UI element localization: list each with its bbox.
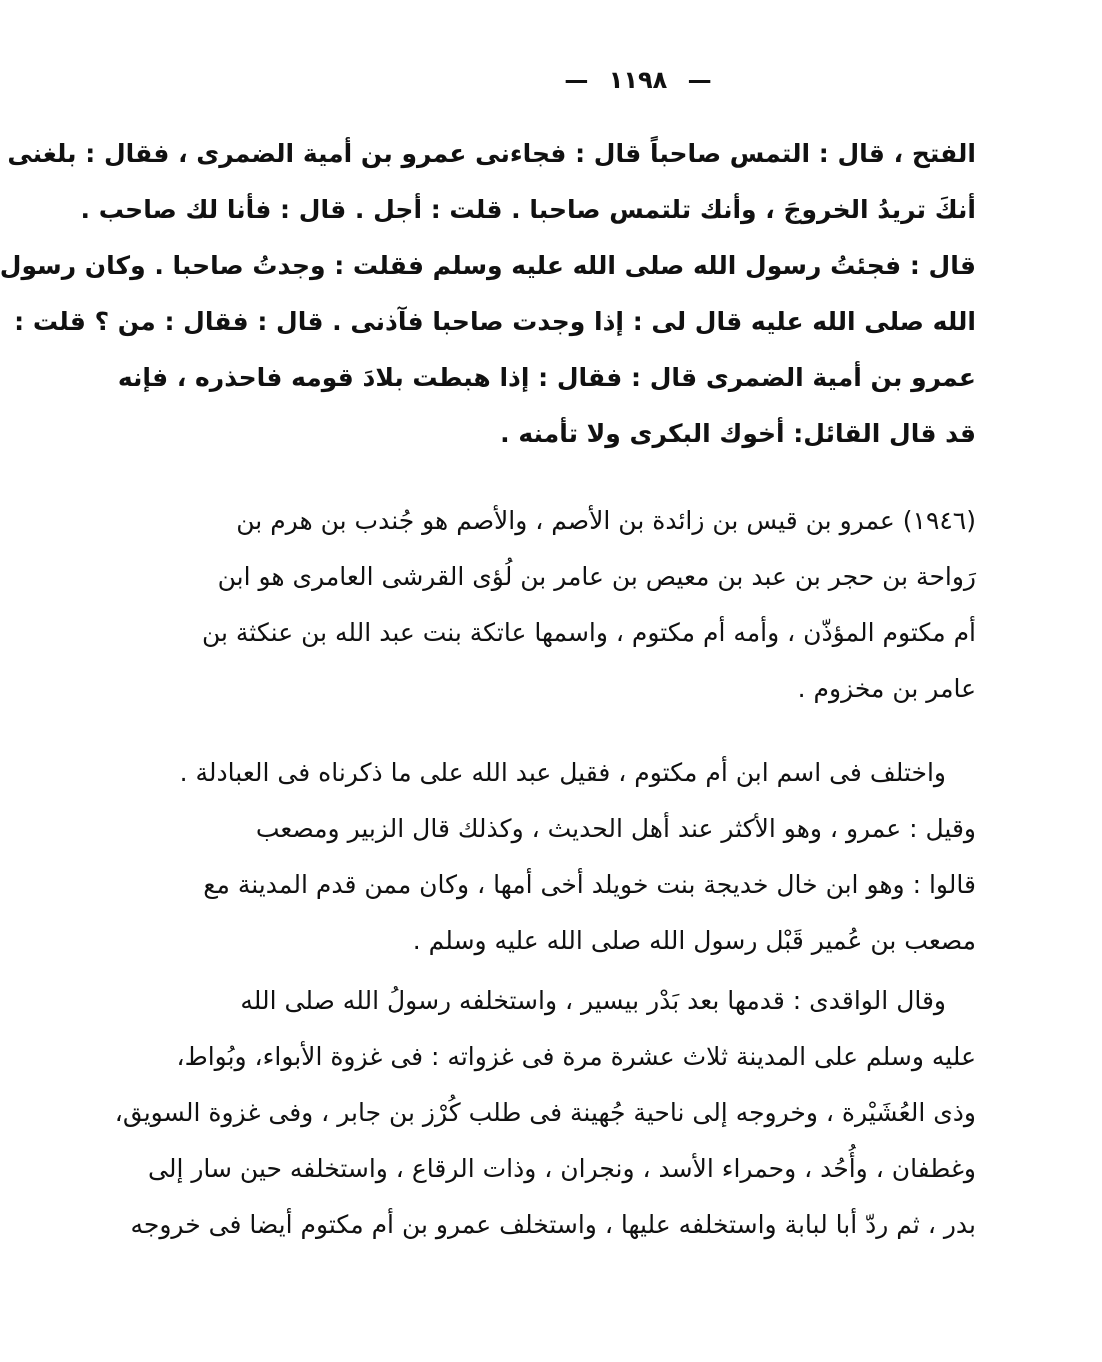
page-number-dash-right: — (687, 66, 712, 94)
text-line: وقيل : عمرو ، وهو الأكثر عند أهل الحديث ، وكذلك قال الزبير ومصعب (255, 814, 976, 843)
page-number-header (174, 66, 1102, 94)
text-line: رَواحة بن حجر بن عبد بن معيص بن عامر بن لُؤى القرشى العامرى هو ابن (217, 562, 976, 591)
text-line: قال : فجئتُ رسول الله صلى الله عليه وسلم فقلت : وجدتُ صاحبا . وكان رسول (0, 251, 976, 280)
text-line: وقال الواقدى : قدمها بعد بَدْر بيسير ، واستخلفه رسولُ الله صلى الله (240, 986, 946, 1015)
text-line: واختلف فى اسم ابن أم مكتوم ، فقيل عبد الله على ما ذكرناه فى العبادلة . (179, 758, 946, 787)
text-line: أنكَ تريدُ الخروجَ ، وأنك تلتمس صاحبا . قلت : أجل . قال : فأنا لك صاحب . (80, 195, 976, 224)
text-line: قالوا : وهو ابن خال خديجة بنت خويلد أخى أمها ، وكان ممن قدم المدينة مع (203, 870, 976, 899)
text-line: الله صلى الله عليه قال لى : إذا وجدت صاحبا فآذنى . قال : فقال : من ؟ قلت : (14, 307, 976, 336)
text-line: عامر بن مخزوم . (797, 674, 976, 703)
text-line: عليه وسلم على المدينة ثلاث عشرة مرة فى غزواته : فى غزوة الأبواء، وبُواط، (176, 1042, 976, 1071)
text-line: (١٩٤٦) عمرو بن قيس بن زائدة بن الأصم ، والأصم هو جُندب بن هرم بن (236, 506, 976, 535)
text-line: أم مكتوم المؤذّن ، وأمه أم مكتوم ، واسمها عاتكة بنت عبد الله بن عنكثة بن (201, 618, 976, 647)
text-line: قد قال القائل: أخوك البكرى ولا تأمنه . (500, 419, 976, 448)
paragraph-1 (0, 126, 976, 462)
paragraph-3 (179, 745, 976, 969)
text-line: وذى العُشَيْرة ، وخروجه إلى ناحية جُهينة فى طلب كُرْز بن جابر ، وفى غزوة السويق، (114, 1098, 976, 1127)
paragraph-2-biography-entry (201, 493, 976, 717)
page-number-dash-left: — (564, 66, 589, 94)
text-line: عمرو بن أمية الضمرى قال : فقال : إذا هبطت بلادَ قومه فاحذره ، فإنه (117, 363, 976, 392)
paragraph-4 (114, 973, 976, 1253)
text-line: وغطفان ، وأُحُد ، وحمراء الأسد ، ونجران ، وذات الرقاع ، واستخلفه حين سار إلى (147, 1154, 976, 1183)
page-number: ١١٩٨ (608, 66, 668, 94)
text-line: الفتح ، قال : التمس صاحباً قال : فجاءنى عمرو بن أمية الضمرى ، فقال : بلغنى (7, 139, 976, 168)
text-line: بدر ، ثم ردّ أبا لبابة واستخلفه عليها ، واستخلف عمرو بن أم مكتوم أيضا فى خروجه (130, 1210, 976, 1239)
text-line: مصعب بن عُمير قَبْل رسول الله صلى الله عليه وسلم . (412, 926, 976, 955)
